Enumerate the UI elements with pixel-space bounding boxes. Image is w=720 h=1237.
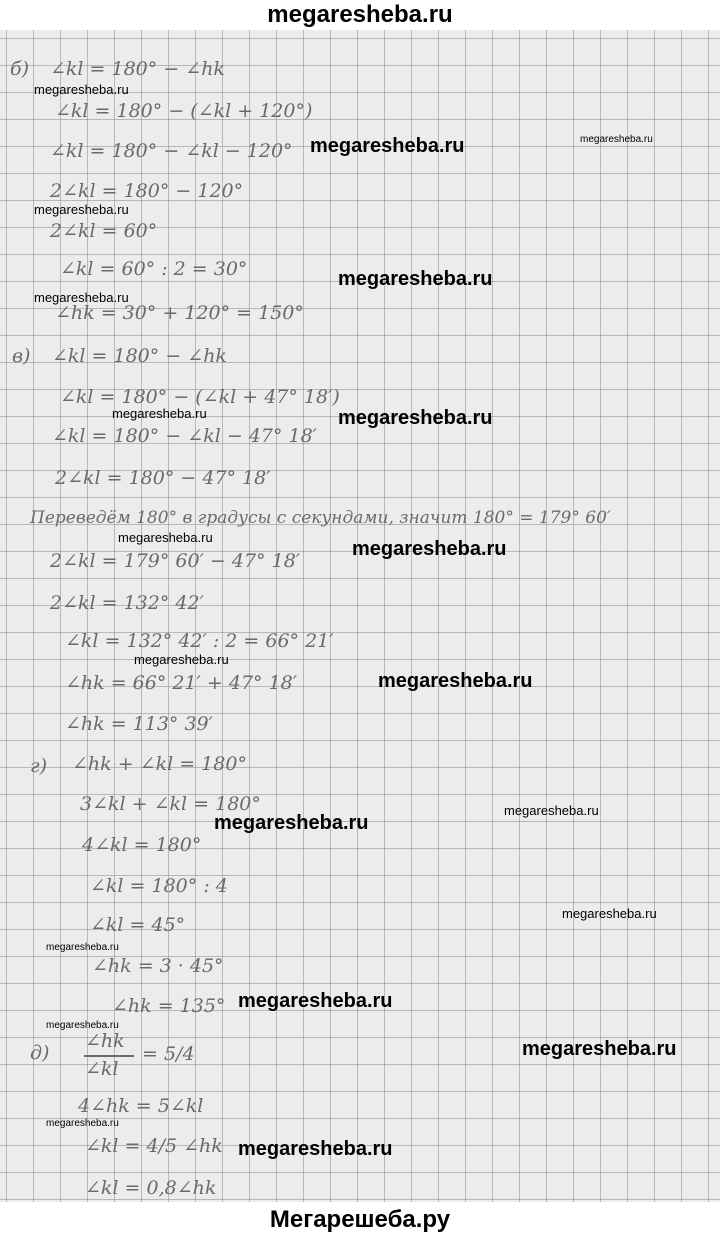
watermark-tiny: megaresheba.ru <box>580 134 653 145</box>
watermark-small: megaresheba.ru <box>112 406 207 421</box>
solution-line: ∠kl = 45° <box>90 914 186 936</box>
watermark-big: megaresheba.ru <box>378 670 533 692</box>
watermark-big: megaresheba.ru <box>522 1038 677 1060</box>
solution-line: 3∠kl + ∠kl = 180° <box>80 793 261 815</box>
solution-line: 2∠kl = 180° − 120° <box>50 180 244 202</box>
part-b-label: б) <box>10 58 30 80</box>
watermark-small: megaresheba.ru <box>34 202 129 217</box>
solution-line: ∠hk = 113° 39′ <box>65 713 213 735</box>
site-header: megaresheba.ru <box>0 0 720 30</box>
fraction-bar <box>84 1055 134 1057</box>
solution-line: ∠kl = 4/5 ∠hk <box>85 1135 223 1157</box>
watermark-tiny: megaresheba.ru <box>46 1118 119 1129</box>
fraction-numerator: ∠hk <box>85 1030 125 1052</box>
notebook-page <box>0 30 720 1202</box>
solution-line: ∠kl = 180° − ∠hk <box>52 345 227 367</box>
solution-line: ∠kl = 180° − ∠kl − 120° <box>50 140 293 162</box>
watermark-small: megaresheba.ru <box>562 906 657 921</box>
fraction-denominator: ∠kl <box>85 1058 119 1080</box>
part-v-label: в) <box>12 345 31 367</box>
part-d-label: д) <box>30 1042 50 1064</box>
solution-line: ∠hk + ∠kl = 180° <box>72 753 247 775</box>
solution-line: ∠kl = 132° 42′ : 2 = 66° 21′ <box>65 630 334 652</box>
watermark-small: megaresheba.ru <box>134 652 229 667</box>
watermark-tiny: megaresheba.ru <box>46 942 119 953</box>
solution-line: ∠hk = 30° + 120° = 150° <box>55 302 304 324</box>
solution-line: ∠kl = 180° : 4 <box>90 875 228 897</box>
solution-line: ∠kl = 180° − (∠kl + 47° 18′) <box>60 386 340 408</box>
site-footer: Мегарешеба.ру <box>0 1202 720 1237</box>
part-g-label: г) <box>30 755 48 777</box>
watermark-big: megaresheba.ru <box>238 990 393 1012</box>
watermark-big: megaresheba.ru <box>310 135 465 157</box>
conversion-note: Переведём 180° в градусы с секундами, значит 180° = 179° 60′ <box>30 508 611 528</box>
solution-line: ∠hk = 66° 21′ + 47° 18′ <box>65 672 298 694</box>
watermark-big: megaresheba.ru <box>352 538 507 560</box>
watermark-small: megaresheba.ru <box>504 803 599 818</box>
solution-line: ∠kl = 180° − (∠kl + 120°) <box>55 100 313 122</box>
watermark-big: megaresheba.ru <box>238 1138 393 1160</box>
solution-line: 2∠kl = 179° 60′ − 47° 18′ <box>50 550 301 572</box>
watermark-small: megaresheba.ru <box>34 82 129 97</box>
solution-line: 4∠kl = 180° <box>82 834 202 856</box>
watermark-big: megaresheba.ru <box>214 812 369 834</box>
solution-line: ∠kl = 180° − ∠hk <box>50 58 225 80</box>
solution-line: 2∠kl = 180° − 47° 18′ <box>55 467 271 489</box>
solution-line: 4∠hk = 5∠kl <box>78 1095 204 1117</box>
watermark-small: megaresheba.ru <box>118 530 213 545</box>
solution-line: ∠hk = 135° <box>112 995 226 1017</box>
fraction-rhs: = 5/4 <box>142 1043 195 1065</box>
solution-line: ∠hk = 3 · 45° <box>92 955 224 977</box>
watermark-big: megaresheba.ru <box>338 407 493 429</box>
solution-line: 2∠kl = 60° <box>50 220 158 242</box>
watermark-tiny: megaresheba.ru <box>46 1020 119 1031</box>
solution-line: ∠kl = 180° − ∠kl − 47° 18′ <box>52 425 317 447</box>
watermark-small: megaresheba.ru <box>34 290 129 305</box>
solution-line: 2∠kl = 132° 42′ <box>50 592 204 614</box>
watermark-big: megaresheba.ru <box>338 268 493 290</box>
solution-line: ∠kl = 60° : 2 = 30° <box>60 258 248 280</box>
solution-line: ∠kl = 0,8∠hk <box>85 1177 217 1199</box>
